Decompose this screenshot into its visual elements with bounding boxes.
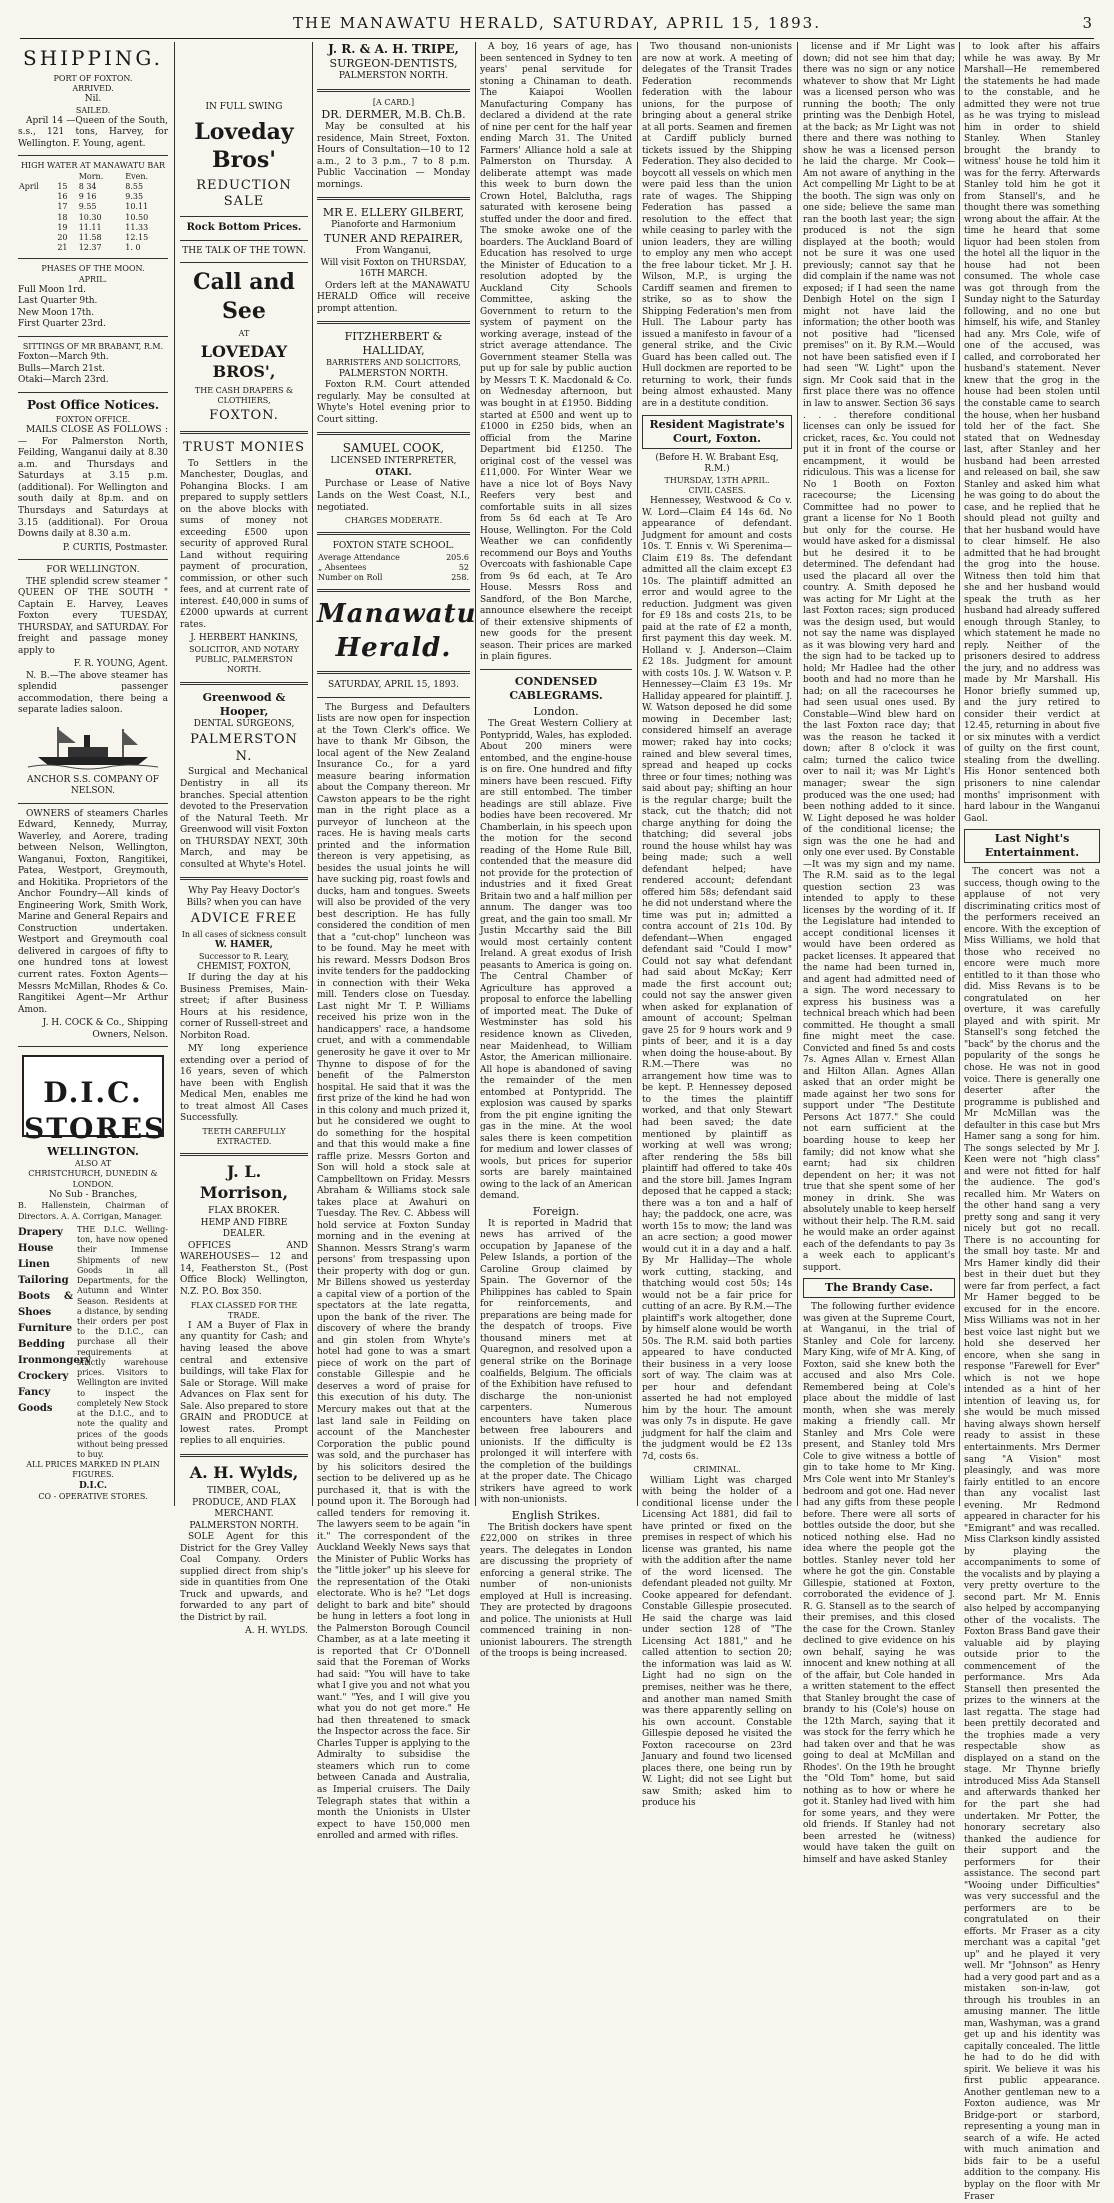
page-number: 3 bbox=[1082, 14, 1092, 32]
palmerston-label: PALMERSTON N. bbox=[190, 732, 298, 764]
why-pay: Why Pay Heavy Doctor's Bills? when you can have bbox=[186, 886, 302, 908]
arrived-label: ARRIVED. bbox=[72, 83, 114, 93]
column-6 bbox=[803, 42, 955, 1865]
postmaster-sign: P. CURTIS, Postmaster. bbox=[62, 542, 168, 553]
loveday-title: Loveday Bros' bbox=[194, 118, 294, 173]
moon-month: APRIL. bbox=[78, 274, 108, 284]
from-label: From Wanganui, bbox=[355, 246, 432, 257]
dental-label: DENTAL SURGEONS, bbox=[193, 718, 295, 729]
anchor-heading: ANCHOR S.S. COMPANY OF NELSON. bbox=[27, 774, 159, 797]
cablegrams-heading: CONDENSED CABLEGRAMS. bbox=[509, 674, 603, 702]
swing-text: IN FULL SWING bbox=[205, 102, 283, 112]
brandy-heading: The Brandy Case. bbox=[803, 1278, 955, 1298]
reduction-text: REDUCTION SALE bbox=[196, 177, 292, 210]
post-office-text: MAILS CLOSE AS FOLLOWS :— For Palmerston North, Feilding, Wanganui daily at 8.30 a.m. and Thursdays and Saturdays at 3.15 p.m. (additional). For Wellington and south daily at 8p.m. and on Thursdays and Saturdays at 3.15 (additional). For Oroua Downs daily at 8.30 a.m. bbox=[18, 425, 168, 540]
buyer-text: I AM a Buyer of Flax in any quantity for Cash; and having leased the above central and extensive buildings, will take Flax for Sale or Storage. Will make Advances on Flax sent for Sale. Also prepared to store GRAIN and PRODUCE at lowest rates. Prompt replies to all enquiries. bbox=[180, 1320, 308, 1447]
barristers-label: BARRISTERS AND SOLICITORS, bbox=[326, 358, 461, 368]
foreign-heading: Foreign. bbox=[532, 1204, 580, 1218]
hemp-dealer: HEMP AND FIBRE DEALER. bbox=[200, 1217, 288, 1240]
dic-city: WELLINGTON. bbox=[47, 1145, 139, 1159]
cash-drapers: THE CASH DRAPERS & CLOTHIERS, bbox=[194, 385, 294, 406]
column-1 bbox=[18, 42, 168, 1506]
column-5 bbox=[642, 42, 792, 1809]
fitzherbert-text: Foxton R.M. Court attended regularly. May be consulted at Whyte's Hotel evening prior to Court sitting. bbox=[317, 380, 470, 425]
palmerston-north: PALMERSTON NORTH. bbox=[338, 368, 449, 379]
cook-text: Purchase or Lease of Native Lands on the West Coast, N.I., negotiated. bbox=[317, 479, 470, 513]
civil-label: CIVIL CASES. bbox=[688, 485, 746, 495]
table-row: 18 10.30 10.50 bbox=[57, 212, 149, 222]
wylds-sign: A. H. WYLDS. bbox=[245, 1626, 308, 1637]
call-and-see: Call and See bbox=[193, 269, 295, 324]
table-row: April 15 8 34 8.55 bbox=[19, 181, 144, 191]
tuner-label: TUNER AND REPAIRER, bbox=[323, 231, 463, 245]
table-row: Morn. Even. bbox=[78, 171, 149, 181]
table-row: 19 11.11 11.33 bbox=[57, 222, 149, 232]
table-row: 16 9 16 9.35 bbox=[57, 192, 144, 202]
dic-dept-list: Drapery House Linen Tailoring Boots & Shoes Furniture Bedding Ironmongery Crockery Fancy Goods bbox=[18, 1226, 91, 1414]
sittings-row: Foxton—March 9th. bbox=[18, 352, 109, 363]
concert-review: The concert was not a success, though owing to the applause of not very discriminating critics most of the performers received an encore. With the exception of Miss Williams, we hold that those who received no encore were much more entitled to it than those who did. Miss Revans is to be congratulated on her overture, it was carefully played and with spirit. Mr Stansell's song fetched the "back" by the chorus and the popularity of the songs he chose. He was not in good voice. There is generally one deserter after the programme is published and Mr McMillan was the defaulter in this case but Mrs Hamer sang a song for him. The songs selected by Mr J. Keen were not "high class" and were not fitted for half the audience. The god's recalled him. Mr Waters on the other hand sang a very pretty song and sang it very nicely but got no recall. There is no accounting for the small boy taste. Mr and Mrs Hamer kindly did their best in their duet but they were far from perfect, a fact Mr Hamer begged to be excused for in the encore. Miss Williams was not in her best voice last night but we hold she deserved her encore, when she sang in response "Farewell for Ever" which is not we hope intended as a hint of her intention of leaving us, for she would be much missed having always shown herself ready to assist in these entertainments. Mrs Dermer sang "A Vision" most pleasingly, and was more fairly entitled to an encore than any vocalist last evening. Mr Redmond appeared in character for his "Emigrant" and was recalled. Miss Clarkson kindly assisted by playing the accompaniments to some of the vocalists and by playing a very pretty overture to the second part. Mr M. Ennis also helped by accompanying other of the vocalists. The Foxton Brass Band gave their valuable aid by playing outside prior to the commencement of the performance. Mrs Ada Stansell then presented the prizes to the winners at the last regatta. The stage had been prettily decorated and the trophies made a very respectable show as displayed on a stand on the stage. Mr Thynne briefly introduced Miss Ada Stansell and afterwards thanked her for the part she had undertaken. Mr Potter, the honorary secretary also thanked the audience for their support and the performers for their assistance. The second part "Wooing under Difficulties" was very successful and the performers are to be congratulated on their efforts. Mr Fraser as a city merchant was a capital "get up" and he played it very well. Mr "Johnson" as Henry had a very good part and as a mistaken son-in-law, got through his troubles in an amusing manner. The little man, Washyman, was a grand get up and his identity was capitally concealed. The little he had to do he did with spirit. We believe it was his first public appearance. Another gentleman new to a Foxton audience, was Mr Bridge-port or starbord, representing a young man in search of a wife. He acted with much animation and bids fair to be a useful addition to the company. His byplay on the floor with Mr Fraser bbox=[964, 867, 1100, 2202]
dermer-text: May be consulted at his residence, Main Street, Foxton. Hours of Consultation—10 to 12 a.m., 2 to 3 p.m., 7 to 8 p.m. Public Vaccination — Monday mornings. bbox=[317, 122, 470, 190]
hankins-name: J. HERBERT HANKINS, bbox=[190, 633, 298, 644]
hankins-sub: SOLICITOR, AND NOTARY PUBLIC, PALMERSTON NORTH. bbox=[189, 644, 299, 675]
strikes-heading: English Strikes. bbox=[511, 1508, 601, 1522]
port-heading: PORT OF FOXTON. bbox=[53, 73, 133, 83]
column-3 bbox=[317, 42, 477, 1842]
dental-text: Surgical and Mechanical Dentistry in all its branches. Special attention devoted to the Preservation of the Natural Teeth. Mr Greenwood will visit Foxton on THURSDAY NEXT, 30th March, and may be consulted at Whyte's Hotel. bbox=[180, 767, 308, 870]
timber-text: TIMBER, COAL, PRODUCE, AND FLAX MERCHANT. bbox=[192, 1486, 296, 1520]
hamer-text: If during the day at his Business Premises, Main-street; if after Business Hours at his residence, corner of Russell-street and Norbiton Road. bbox=[180, 973, 308, 1041]
dic-foot2: D.I.C. bbox=[78, 1480, 108, 1491]
hamer-sub: Successor to R. Leary, bbox=[198, 951, 290, 961]
dic-foot3: CO - OPERATIVE STORES. bbox=[38, 1492, 148, 1502]
london-news: The Great Western Colliery at Pontypridd, Wales, has exploded. About 200 miners were entombed, and the engine-house is on fire. One hundred and fifty miners have been rescued. Fifty are still entombed. The timber headings are still ablaze. Five bodies have been recovered. Mr Chamberlain, in his speech upon the motion for the second reading of the Home Rule Bill, contended that the measure did not provide for the protection of industries and it fixed Great Britain two and a half million per annum. The danger was too great, and the gain too small. Mr Justin Mccarthy said the Bill would most certainly content Ireland. A great exodus of Irish peasants to America is going on. The Central Chamber of Agriculture has approved a proposal to enforce the labelling of imported meat. The Duke of Westminster has sold his residence known as Cliveden, near Maidenhead, to William Astor, the American millionaire. All hope is abandoned of saving the remainder of the men entombed at Pontypridd. The explosion was caused by sparks from the pit engine igniting the gas in the mine. At the wool sales there is keen competition for medium and lower classes of wools, but prices for superior sorts are barely maintained owing to the lack of an American demand. bbox=[480, 719, 632, 1202]
sailed-text: April 14 —Queen of the South, s.s., 121 tons, Harvey, for Wellington. F. Young, agent. bbox=[18, 115, 168, 149]
school-table bbox=[317, 553, 470, 584]
news-items: A boy, 16 years of age, has been sentenced in Sydney to ten years' penal servitude for stoning a Chinaman to death. The Kaiapoi Woollen Manufacturing Company has declared a dividend at the rate of nine per cent for the half year ending March 31. The United Farmers' Alliance hold a sale at Palmerston on Thursday. A deliberate attempt was made this week to burn down the Crown Hotel, Balclutha, rags saturated with kerosene being stuffed under the door and fired. The smoke awoke one of the boarders. The Auckland Board of Education has resolved to urge the Minister of Education to a resolution adopted by the Auckland City Schools Committee, asking the Government to return to the system of payment on the working average, instead of the strict average attendance. The Government steamer Stella was put up for sale by public auction by Messrs T. K. Macdonald & Co. on Wednesday afternoon, but was bought in at £1950. Bidding started at £500 and went up to £1000 in £250 bids, when an official from the Marine Department bid £1250. The original cost of the vessel was £11,000. For Winter Wear we have a nice lot of Boys Navy Reefers very best and comfortable suits in all sizes from 5s 6d each at Te Aro House, Wellington. For the Cold Weather we can confidently recommend our Boys and Youths Overcoats with fashionable Cape from 9s 6d each, at Te Aro House. Messrs Ross and Sandford, of the Bon Marche, announce elsewhere the receipt of their extensive shipments of new goods for the present season. Their prices are marked in plain figures. bbox=[480, 42, 632, 663]
chemist-label: CHEMIST, FOXTON, bbox=[196, 961, 292, 972]
fitzherbert-title: FITZHERBERT & HALLIDAY, bbox=[344, 330, 443, 358]
dic-also: ALSO AT bbox=[74, 1159, 112, 1169]
dic-ad bbox=[18, 1225, 168, 1460]
anchor-text: OWNERS of steamers Charles Edward, Kennedy, Murray, Waverley, and Aorere, trading between Nelson, Wellington, Wanganui, Foxton, Rangitikei, Patea, Westport, Greymouth, and Hokitika. Proprietors of the Anchor Foundry—All kinds of Engineering Work, Smith Work, Marine and General Repairs and Construction undertaken. Westport and Greymouth coal delivered in cargoes of fifty to one hundred tons at lowest current rates. Foxton Agents—Messrs McMillan, Rhodes & Co. Rangitikei Agent—Mr Arthur Amon. bbox=[18, 808, 168, 1015]
loveday-bros: LOVEDAY BROS', bbox=[200, 341, 288, 382]
column-rule bbox=[959, 42, 960, 1506]
experience-text: MY long experience extending over a period of 16 years, seven of which have been with English Medical Men, enables me to treat almost All Cases Successfully. bbox=[180, 1044, 308, 1124]
newspaper-title: THE MANAWATU HERALD, SATURDAY, APRIL 15, 1893. bbox=[292, 14, 821, 32]
moon-row: First Quarter 23rd. bbox=[18, 319, 106, 330]
strike-news: Two thousand non-unionists are now at work. A meeting of delegates of the Transit Trades Federation recommends federation with the labour unions, for the purpose of bringing about a general strike at all ports. Seamen and firemen at Cardiff publicly burned tickets issued by the Shipping Federation. They also decided to boycott all vessels on which men were paid less than the union rate of wages. The Shipping Federation has passed a resolution to the effect that while ceasing to parley with the union leaders, they are willing to employ any men who accept the free labour ticket. Mr J. H. Wilson, M.P., is urging the Cardiff seamen and firemen to strike, so as to show the Shipping Federation's men from Hull. The Labour party has issued a manifesto in favour of a general strike, and the Civic Guard has been called out. The Hull dockmen are reported to be returning to work, their funds being almost exhausted. Many are in a destitute condition. bbox=[642, 42, 792, 409]
tripe-title: J. R. & A. H. TRIPE, bbox=[328, 42, 459, 56]
gilbert-title: MR E. ELLERY GILBERT, bbox=[322, 206, 465, 220]
column-rule bbox=[174, 42, 175, 1506]
table-row: 17 9.55 10.11 bbox=[57, 202, 149, 212]
cook-title: SAMUEL COOK, bbox=[342, 441, 445, 456]
high-water-heading: HIGH WATER AT MANAWATU BAR bbox=[20, 161, 166, 171]
teeth-text: TEETH CAREFULLY EXTRACTED. bbox=[202, 1126, 286, 1147]
school-heading: FOXTON STATE SCHOOL. bbox=[332, 541, 455, 552]
criminal-cases: William Light was charged with being the holder of a conditional license under the Licensing Act 1881, did fail to have printed or fixed on the premises in respect of which his license was granted, his name with the addition after the name of the word licensed. The defendant pleaded not guilty. Mr Cooke appeared for defendant. Constable Gillespie prosecuted. He said the charge was laid under section 128 of "The Licensing Act 1881," and he called attention to section 20; the information was laid as W. Light had no sign on the premises, neither was he there, and another man named Smith was there apparently selling on his own account. Constable Gillespie deposed he visited the Foxton racecourse on 23rd January and found two licensed places there, one being run by W. Light; did not see Light but saw Smith; asked him to produce his bbox=[642, 1475, 792, 1809]
dermer-title: DR. DERMER, M.B. Ch.B. bbox=[321, 108, 466, 122]
flax-classed: FLAX CLASSED FOR THE TRADE. bbox=[190, 1300, 298, 1320]
anchor-sign: J. H. COCK & Co., Shipping Owners, Nelson. bbox=[42, 1018, 168, 1040]
wylds-title: A. H. Wylds, bbox=[189, 1462, 299, 1482]
steamer-note: N. B.—The above steamer has splendid passenger accommodation, there being a separate ladies saloon. bbox=[18, 670, 168, 716]
visit-label: Will visit Foxton on THURSDAY, 16TH MARCH. bbox=[320, 257, 467, 280]
wellington-heading: FOR WELLINGTON. bbox=[46, 565, 140, 576]
court-date: THURSDAY, 13TH APRIL. bbox=[664, 475, 770, 485]
flax-broker: FLAX BROKER. bbox=[208, 1206, 280, 1217]
morrison-title: J. L. Morrison, bbox=[199, 1162, 289, 1202]
moon-heading: PHASES OF THE MOON. bbox=[41, 264, 145, 274]
surgeon-label: SURGEON-DENTISTS, bbox=[329, 57, 458, 71]
at-label: AT bbox=[238, 328, 250, 338]
sittings-row: Bulls—March 21st. bbox=[18, 363, 105, 374]
steamer-text: THE splendid screw steamer " QUEEN OF THE SOUTH " Captain E. Harvey, Leaves Foxton every TUESDAY, THURSDAY, and SATURDAY. For freight and passage money apply to bbox=[18, 576, 168, 656]
sole-agent-text: SOLE Agent for this District for the Grey Valley Coal Company. Orders supplied direct from ship's side in quantities from One Truck and upwards, and forwarded to any part of the District by rail. bbox=[180, 1532, 308, 1623]
table-row: Average Attendance 205.6 bbox=[318, 552, 469, 562]
sailed-label: SAILED. bbox=[75, 105, 111, 115]
column-rule bbox=[312, 42, 313, 1506]
post-office-heading: Post Office Notices. bbox=[26, 397, 160, 412]
dic-nosub: No Sub - Branches, bbox=[48, 1189, 138, 1200]
foxton-label: FOXTON. bbox=[209, 408, 279, 424]
civil-cases: Hennessey, Westwood & Co v. W. Lord—Claim £4 14s 6d. No appearance of defendant. Judgment for amount and costs 10s. T. Ennis v. Wi Sperenima—Claim £19 8s. The defendant admitted all the claim except £3 10s. The plaintiff admitted an error and would agree to the reduction. Judgment was given for £9 18s and costs 21s, to be paid at the rate of £2 a month, first payment this day week. M. Holland v. J. Anderson—Claim £2 18s. Judgment for amount with costs 10s. J. W. Watson v. P. Hennessey—Claim £3 19s. Mr Halliday appeared for plaintiff. J. W. Watson deposed he did some mowing in December last; considered himself an average mower; raked hay into cocks; rained and blew several times, spread and heaped up cocks three or four times; nothing was said about pay; shifting an hour is the regular charge; built the stack, cut the thatch; did not charge anything for doing the thatching; did several jobs round the house whilst hay was being made; such a well defendant helped; have rendered account; defendant offered him 58s; defendant said he did not understand where the time was put in; admitted a contra account of 21s 10d. By defendant—When engaged defendant said "Could I mow" Could not say what defendant had said about McKay; Kerr made the first account out; could not say the answer given when asked for explanation of amount of account; Spelman gave 25 for 9 hours work and 9 pints of beer, and it is a day when doing the house-about. By R.M.—There was no arrangement how time was to be kept. P. Hennessey deposed to the times the plaintiff worked, and that only Stewart had been saved; the date mentioned by plaintiff as working at well was wrong; after rendering the 58s bill plaintiff had offered to take 40s and the store bill. James Ingram deposed that he capped a stack; there was a ton and a half of hay; the paddock, one acre, was worth 15s to mow; the land was an acre section; a good mower would cut it in a day and a half. By Mr Halliday—The whole work cutting, stacking, and thatching would cost 50s; 14s would not be a fair price for cutting of an acre. By R.M.—The plaintiff's work altogether, done by himself alone would be worth 50s. The R.M. said both parties appeared to have conducted their business in a very loose sort of way. The claim was at per hour and defendant asserted he had not employed him by the hour. The amount was only 7s in dispute. He gave judgment for half the claim and the judgment would be £2 13s 7d, costs 6s. bbox=[642, 496, 792, 1462]
local-news: The Burgess and Defaulters lists are now open for inspection at the Town Clerk's office. We have to thank Mr Gibson, the local agent of the New Zealand Insurance Co., for a yard measure bearing information about the Company thereon. Mr Cawston appears to be the right man in the right place as a purveyor of luncheon at the races. He is having meals carts printed and the information thereon is very appetising, as besides the usual joints he will have sucking pig, roast fowls and ducks, ham and tongues. Sweets will also be provided of the very best description. He has fully considered the condition of men that a "cut-chop" luncheon was to be found. May he meet with his reward. Messrs Dodson Bros invite tenders for the paddocking in connection with their Weka mill. Tenders close on Tuesday. Last night Mr T. P. Williams received his prize won in the handicappers' race, a handsome cruet, and with a commendable generosity he gave it over to Mr Thynne to dispose of for the benefit of the Palmerston hospital. He said that it was the first prize of the kind he had won in this colony and much prized it, but he considered we ought to do something for the hospital and that this would make a fine raffle prize. Messrs Gorton and Son will hold a stock sale at Campbelltown on Friday. Messrs Abraham & Williams stock sale takes place at Awahuri on Tuesday. The Rev. C. Abbess will hold service at Foxton Sunday morning and in the evening at Shannon. Messrs Strang's warm persons' from trespassing upon their property with dog or gun. Mr Billens showed us yesterday a capital view of a portion of the spectators at the late regatta, upon the bank of the river. The discovery of where the brandy and gin stolen from Whyte's hotel had gone to was a smart piece of work on the part of constable Gillespie and he deserves a word of praise for this execution of his duty. The Mercury makes out that at the last land sale in Feilding on account of the Manchester Corporation the public pound was sold, and the purchaser has by his solicitors desired the section to be delivered up as he purchased it, that is with the pound upon it. The Borough had called tenders for removing it. The lawyers seem to be again "in it." The correspondent of the Auckland Weekly News says that the Minister of Public Works has the "little joker" up his sleeve for the representation of the Otaki electorate. Who is he? "Let dogs delight to bark and bite" should be hung in letters a foot long in the Palmerston Borough Council Chamber, as at a late meeting it is reported that Cr O'Donnell said that the Foreman of Works had said: "You will have to take what I give you and not what you want." "Yes, and I will give you what you do not get more." He had then threatened to smack the Inspector across the face. Sir Charles Tupper is applying to the Admiralty to subsidise the steamers which run to come between Canada and Australia, as Imperial cruisers. The Daily Telegraph states that within a month the Unionists in Ulster expect to have 150,000 men enrolled and armed with rifles. bbox=[317, 702, 470, 1842]
issue-date: SATURDAY, APRIL 15, 1893. bbox=[327, 680, 460, 691]
column-rule bbox=[637, 42, 638, 1506]
sittings-row: Otaki—March 23rd. bbox=[18, 375, 109, 386]
table-row: 20 11.58 12.15 bbox=[57, 233, 149, 242]
arrived-nil: Nil. bbox=[84, 94, 102, 105]
piano-label: Pianoforte and Harmonium bbox=[331, 220, 456, 231]
dic-branches: CHRISTCHURCH, DUNEDIN & LONDON. bbox=[28, 1169, 158, 1189]
table-row: 21 12.37 1. 0 bbox=[57, 243, 141, 253]
moon-row: Last Quarter 9th. bbox=[18, 296, 98, 307]
card-label: [A CARD.] bbox=[372, 97, 415, 107]
high-water-table bbox=[18, 172, 168, 254]
criminal-label: CRIMINAL. bbox=[693, 1465, 741, 1475]
dic-logo: D.I.C. STORES bbox=[22, 1055, 164, 1137]
palmerston-north: PALMERSTON NORTH. bbox=[189, 1520, 299, 1531]
column-4 bbox=[480, 42, 632, 1660]
interpreter-label: LICENSED INTERPRETER, bbox=[330, 456, 457, 467]
charges-label: CHARGES MODERATE. bbox=[344, 516, 443, 526]
brandy-case: The following further evidence was given at the Supreme Court, at Wanganui, in the trial of Stanley and Cole for larceny. Mary King, wife of Mr A. King, of Foxton, said she knew both the accused and also Mrs Cole. Remembered being at Cole's place about the middle of last month, when she was merely making a friendly call. Mr Stanley and Mrs Cole were present, and Stanley told Mrs Cole to give witness a bottle of gin to take home to Mr King. Mrs Cole went into Mr Stanley's bedroom and got one. Had never had any gifts from these people before. There were all sorts of bottles outside the door, but she noticed nothing else. Had no idea where the people got the bottles. Stanley never told her where he got the gin. Constable Gillespie, stationed at Foxton, corroborated the evidence of J. R. G. Stansell as to the search of their premises, and this closed the case for the Crown. Stanley declined to give evidence on his own behalf, saying he was innocent and knew nothing at all of the affair, but Cole handed in a written statement to the effect that Stanley brought the case of brandy to his (Cole's) house on the 12th March, saying that it was stock for the ferry which he had taken over and that he was going to deal at McMillan and Rhodes'. On the 19th he brought the "Old Tom" home, but said nothing as to how or where he got it. Stanley had lived with him for some years, and they were old friends. If Stanley had not been arrested he (witness) would have taken the guilt on himself and have asked Stanley bbox=[803, 1302, 955, 1865]
court-heading: Resident Magistrate's Court, Foxton. bbox=[642, 415, 792, 449]
table-row: „ Absentees 52 bbox=[318, 563, 469, 573]
post-office-sub: FOXTON OFFICE. bbox=[55, 415, 131, 425]
trust-text: To Settlers in the Manchester, Douglas, and Pohangina Blocks. I am prepared to supply settlers on the above blocks with sums of money not exceeding £500 upon security of approved Rural Land without requiring payment of procuration, commission, or other such fees, and at current rate of interest. £40,000 in sums of £2000 upwards at current rates. bbox=[180, 458, 308, 630]
column-rule bbox=[797, 42, 798, 1506]
moon-row: New Moon 17th. bbox=[18, 307, 95, 318]
moon-row: Full Moon 1rd. bbox=[18, 284, 87, 295]
advice-free: ADVICE FREE bbox=[190, 911, 298, 927]
talk-of-town: THE TALK OF THE TOWN. bbox=[182, 245, 306, 256]
dic-foot: ALL PRICES MARKED IN PLAIN FIGURES. bbox=[26, 1460, 160, 1480]
sittings-heading: SITTINGS OF MR BRABANT, R.M. bbox=[22, 342, 164, 351]
cases-text: In all cases of sickness consult bbox=[181, 929, 307, 939]
steamship-icon bbox=[28, 723, 158, 769]
masthead: Manawatu Herald. bbox=[317, 599, 477, 663]
column-7 bbox=[964, 42, 1101, 2202]
brandy-continued: to look after his affairs while he was away. By Mr Marshall—He remembered the statements he had made to the constable, and he admitted they were not true as he was trying to mislead him in order to shield Stanley. When Stanley brought the brandy to witness' house he told him it was for the ferry. Afterwards Stanley told him he got it from Stansell's, and he thought there was something wrong about the affair. At the time he heard that some liquor had been stolen from the hotel all the liquor in the house had not been consumed. The whole case was got through from the Sunday night to the Saturday following, and no one but himself, his wife, and Stanley had any. Mrs Cole, wife of one of the accused, was called, and corroborated her husband's statement. Never knew that the grog in the house had been stolen until the constable came to search the house, when her husband told her of the fact. She stated that on Wednesday last, after Stanley and her husband had been arrested and released on bail, she saw Stanley and asked him what he was going to do about the case, and he replied that he should plead not guilty and that her husband would have to clear himself. He also admitted that he had brought the grog into the house. Witness then told him that she and her husband would speak the truth as her husband had already suffered enough through Stanley, to which statement he made no reply. Neither of the prisoners desired to address the jury, and no address was made by Mr Marshall. His Honor briefly summed up, and the jury retired to consider their verdict at 12.45, returning in about five or six minutes with a verdict of guilty on the first count, stealing from the dwelling. His Honor sentenced both prisoners to nine calendar months' imprisonment with hard labour in the Wanganui Gaol. bbox=[964, 42, 1101, 824]
offices-text: OFFICES AND WAREHOUSES— 12 and 14, Featherston St., (Post Office Block) Wellington, N.Z. P.O. Box 350. bbox=[180, 1240, 308, 1297]
steamer-agent: F. R. YOUNG, Agent. bbox=[73, 659, 168, 670]
trust-monies: TRUST MONIES bbox=[183, 439, 305, 455]
strikes-news: The British dockers have spent £22,000 on strikes in three years. The delegates in London are discussing the propriety of enforcing a general strike. The number of non-unionists employed at Hull is increasing. They are protected by dragoons and police. The unionists at Hull commenced training in non-unionist labourers. The strength of the troops is being increased. bbox=[480, 1522, 632, 1660]
court-sub: (Before H. W. Brabant Esq, R.M.) bbox=[655, 452, 779, 475]
dic-officers: B. Hallenstein, Chairman of Directors. A. A. Corrigan, Manager. bbox=[18, 1201, 168, 1221]
shipping-heading: SHIPPING. bbox=[23, 46, 163, 70]
table-row: Number on Roll 258. bbox=[318, 573, 469, 583]
london-heading: London. bbox=[533, 705, 579, 718]
foreign-news: It is reported in Madrid that news has arrived of the occupation by Japanese of the Pelew Islands, a portion of the Caroline Group claimed by Spain. The Governor of the Philippines has cabled to Spain for reinforcements, and preparations are being made for the despatch of troops. Five thousand miners met at Quaregnon, and resolved upon a general strike on the Borinage coalfields, Belgium. The officials of the Exhibition have refused to discharge the non-unionist carpenters. Numerous encounters have taken place between free labourers and unionists. If the difficulty is prolonged it will interfere with the completion of the buildings at the proper date. The Chicago strikers have agreed to work with non-unionists. bbox=[480, 1218, 632, 1506]
greenwood-title: Greenwood & Hooper, bbox=[202, 690, 286, 718]
page-header bbox=[20, 12, 1094, 39]
column-rule bbox=[475, 42, 476, 1506]
palmerston-label: PALMERSTON NORTH. bbox=[338, 71, 449, 82]
hamer-name: W. HAMER, bbox=[215, 940, 273, 950]
otaki-label: OTAKI. bbox=[375, 467, 412, 478]
dic-text: THE D.I.C. Welling-ton, have now opened their Immense Shipments of new Goods in all Departments, for the Autumn and Winter Season. Residents at a distance, by sending their orders per post to the D.I.C., can purchase all their requirements at strictly warehouse prices. Visitors to Wellington are invited to inspect the completely New Stock at the D.I.C., and to note the quality and prices of the goods without being pressed to buy. bbox=[77, 1224, 168, 1460]
orders-text: Orders left at the MANAWATU HERALD Office will receive prompt attention. bbox=[317, 280, 470, 314]
rock-bottom: Rock Bottom Prices. bbox=[186, 222, 302, 234]
column-2 bbox=[180, 42, 308, 1637]
court-continued: license and if Mr Light was down; did not see him that day; there was no sign or any notice whatever to show that Mr Light was a licensed person who was running the booth; The only printing was the Denbigh Hotel, at the back; as Mr Light was not there and there was nothing to show he was a licensed person he laid the charge. Mr Cook—Am not aware of anything in the Act compelling Mr Light to be at the booth. The sign was only on one side; believe the same man ran the booth last year; the sign produced is not the sign displayed at the booth; would not be sure it was one used previously; cannot say that he did complain if the name was not exposed; if I had seen the name Denbigh Hotel on the sign I might not have laid the information; the other booth was not positive had "licensed premises" on it. By R.M.—Would not have been satisfied even if I had seen "W. Light" upon the sign. Mr Cook said that in the first place there was no offence in law to answer. Section 36 says . . . therefore conditional licenses can only be issued for cricket, races, &c. You could not put it in front of the course or encampment, it would be ridiculous. This was a license for No 1 Booth on Foxton racecourse; the Licensing Committee had no power to grant a license for No 1 Booth but only for the course. He would have asked for a dismissal but he desired it to be determined. The defendant had used the placard all over the country. A. Smith deposed he was acting for Mr Light at the last Foxton races; sign produced was the design used, but would not say the name was displayed as it was blowing very hard and the sign had to be tacked up to hold; Mr Hadlee had the other booth and had no more than he had; on all the racecourses he had seen usual ones used. By Constable—Wind blew hard on the last Foxton race day; that was the reason he tacked it down; after 8 o'clock it was calm; turned the calico twice over to nail it; was Mr Light's manager; swear the sign produced was the one used; had been nothing added to it since. W. Light deposed he was holder of the conditional license; the sign was the one he had and only one ever used. By Constable—It was my sign and my name. The R.M. said as to the legal question section 23 was intended to apply to these licenses by the wording of it. If the Legislature had intended to accept conditional licenses it would have been ordered as packet licenses. It appeared that the name had been turned in, and agent had admitted need of a sign. The word necessary to express his business was a technical breach which had been committed. He thought a small fine might meet the case. Convicted and fined 5s and costs 7s. Agnes Allan v. Ernest Allan and Hilton Allan. Agnes Allan asked that an order might be made against her two sons for support under "The Destitute Persons Act 1877." She could not earn sufficient at the boarding house to keep her family; did not know what she earnt; had six children dependent on her; it was not true that she spent some of her money in drink. She was absolutely unable to keep herself without their help. The R.M. said he would make an order against each of the defendants to pay 3s a week each to applicant's support. bbox=[803, 42, 955, 1273]
concert-heading: Last Night's Entertainment. bbox=[964, 829, 1100, 863]
